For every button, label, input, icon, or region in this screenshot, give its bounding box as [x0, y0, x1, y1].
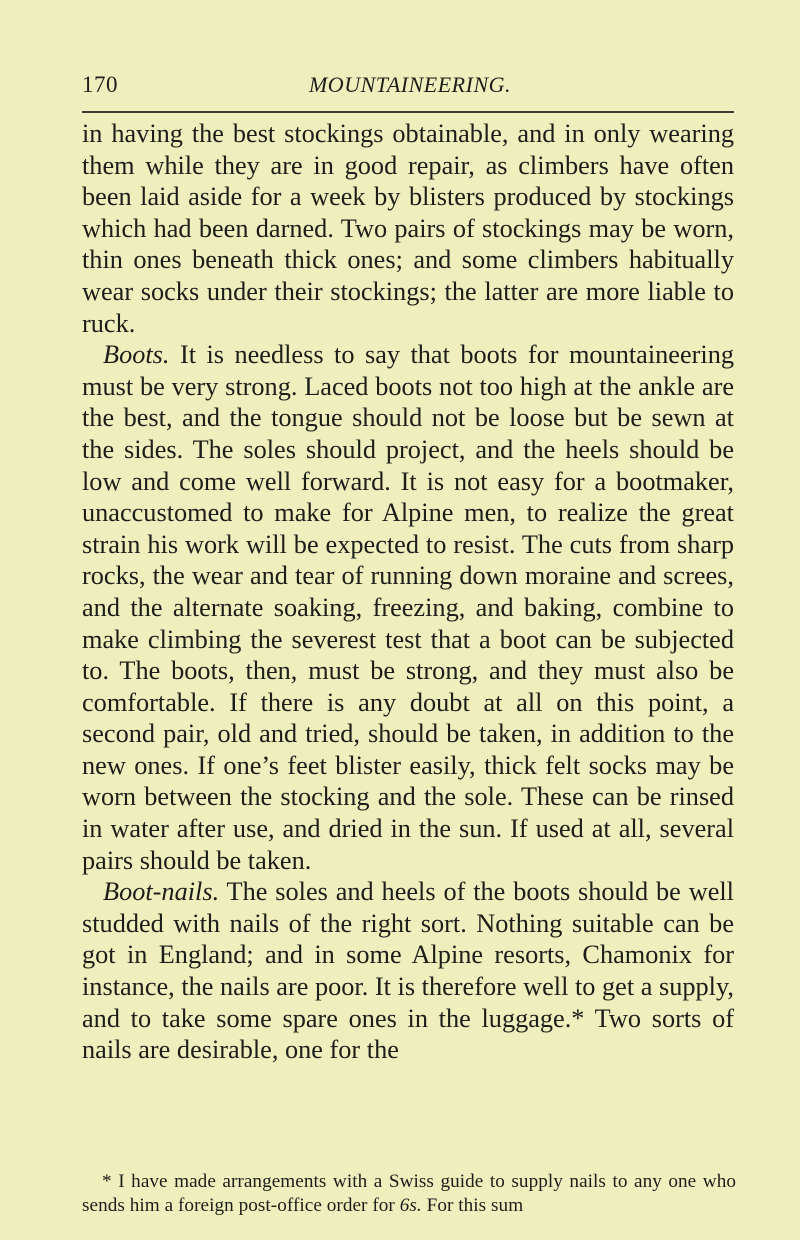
paragraph-boots — [82, 339, 734, 876]
footnote-text-after-amount: For this sum — [426, 1194, 524, 1216]
running-header — [82, 70, 738, 106]
footnote-text-before-amount: I have made arrangements with a Swiss guide to supply nails to any one who sends him a foreign post-office order for — [82, 1171, 736, 1216]
page-title: MOUNTAINEERING. — [308, 72, 512, 97]
header-divider — [82, 111, 734, 113]
boots-heading: Boots. — [103, 340, 170, 370]
boots-text: It is needless to say that boots for mountaineering must be very strong. Laced boots not too high at the ankle are the best, and the tongue should not be loose but be sewn at the sides. The soles should project, and the heels should be low and come well forward. It is not easy for a bootmaker, unaccustomed to make for Alpine men, to realize the great strain his work will be expected to resist. The cuts from sharp rocks, the wear and tear of running down moraine and screes, and the alternate soaking, freezing, and baking, combine to make climbing the severest test that a boot can be subjected to. The boots, then, must be strong, and they must also be comfortable. If there is any doubt at all on this point, a second pair, old and tried, should be taken, in addition to the new ones. If one’s feet blister easily, thick felt socks may be worn between the stocking and the sole. These can be rinsed in water after use, and dried in the sun. If used at all, several pairs should be taken. — [82, 340, 734, 875]
main-text — [82, 118, 734, 1066]
footnote-marker: * — [102, 1171, 112, 1192]
page-number: 170 — [82, 72, 118, 97]
footnote — [82, 1170, 736, 1217]
footnote-amount: 6s. — [399, 1194, 422, 1216]
boot-nails-text: The soles and heels of the boots should be well studded with nails of the right sort. Nothing suitable can be got in England; and in some Alpine resorts, Chamonix for instance, the nails are poor. It is therefore well to get a supply, and to take some spare ones in the luggage.* Two sorts of nails are desirable, one for the — [82, 877, 734, 1065]
boot-nails-heading: Boot-nails. — [103, 877, 220, 907]
paragraph-boot-nails — [82, 876, 734, 1066]
paragraph-stockings: in having the best stockings obtainable, and in only wearing them while they are in good repair, as climbers have often been laid aside for a week by blisters produced by stockings which had been darned. Two pairs of stockings may be worn, thin ones beneath thick ones; and some climbers habitually wear socks under their stockings; the latter are more liable to ruck. — [82, 119, 734, 338]
